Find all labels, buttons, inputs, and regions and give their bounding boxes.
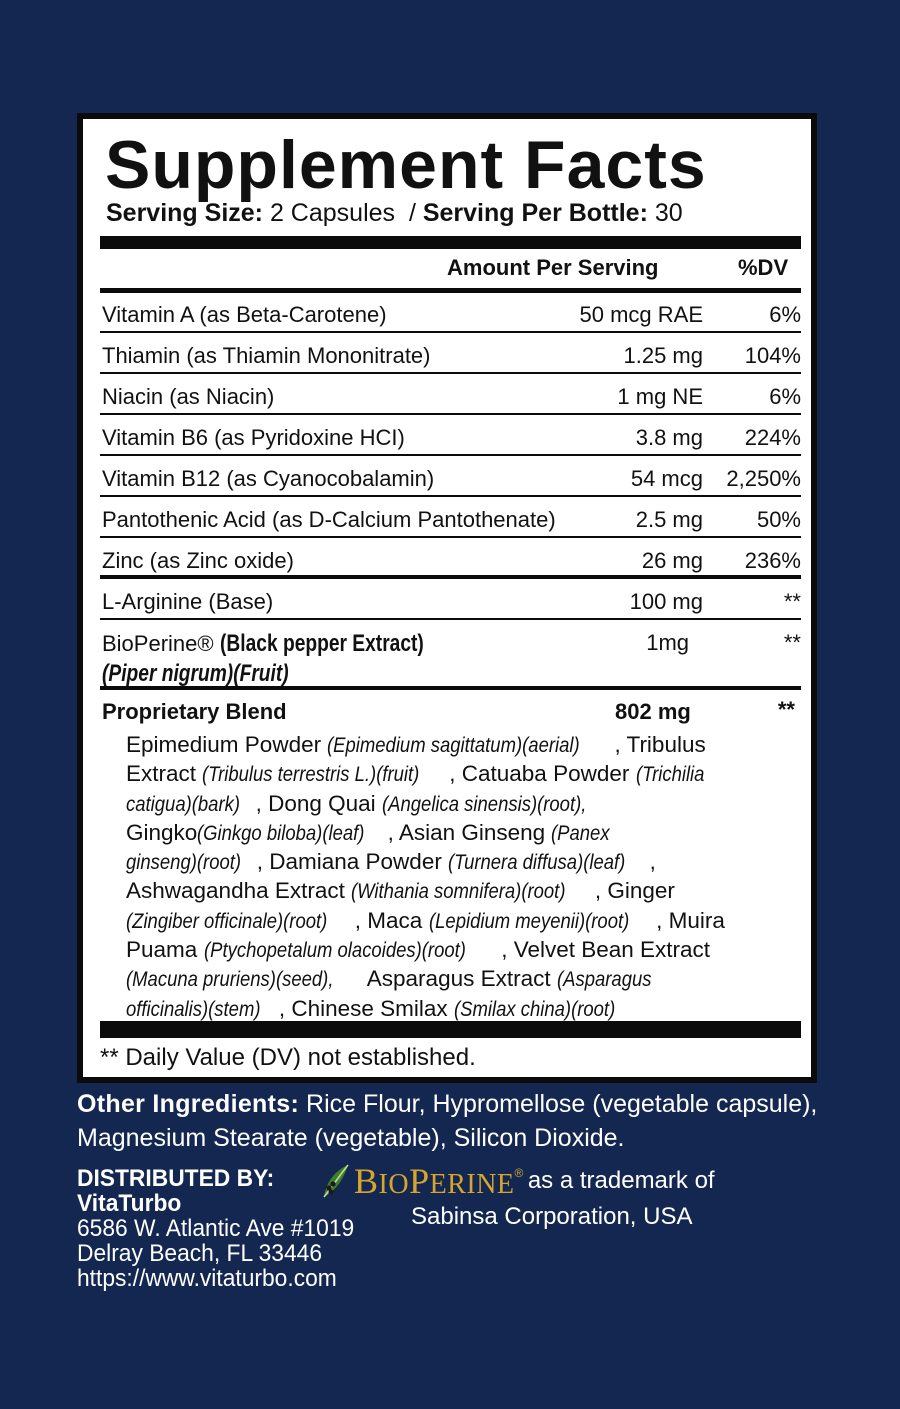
- ingredient-text: , Dong Quai: [255, 790, 382, 816]
- botanical-name: (Panex: [551, 821, 610, 845]
- blend-line: [126, 760, 776, 789]
- ingredient-text: , Velvet Bean Extract: [501, 937, 711, 963]
- trademark-line2: Sabinsa Corporation, USA: [411, 1203, 693, 1230]
- ingredient-text: , Asian Ginseng: [387, 819, 552, 845]
- ingredient-text: , Muira: [656, 907, 725, 933]
- nutrient-amount: 26 mg: [641, 548, 703, 573]
- ingredient-text: , Chinese Smilax: [278, 995, 454, 1021]
- nutrient-amount: 1.25 mg: [623, 343, 703, 368]
- top-divider: [100, 236, 801, 249]
- panel-title: Supplement Facts: [105, 127, 707, 203]
- botanical-name: (Asparagus: [556, 968, 652, 992]
- nutrient-row: [100, 457, 801, 497]
- nutrient-row: [100, 498, 801, 538]
- nutrient-name: Vitamin B6 (as Pyridoxine HCI): [102, 425, 405, 450]
- blend-amount: 802 mg: [615, 699, 691, 724]
- other-ingredients-text: Rice Flour, Hypromellose (vegetable capsule), Magnesium Stearate (vegetable), Silicon Dioxide.: [77, 1090, 818, 1152]
- botanical-name: (Ginkgo biloba)(leaf): [197, 821, 365, 845]
- bioperine-extract: (Black pepper Extract): [219, 630, 424, 657]
- serving-size-label: Serving Size:: [106, 199, 263, 227]
- botanical-name: (Smilax china)(root): [453, 997, 616, 1021]
- bioperine-botanical: (Piper nigrum)(Fruit): [102, 660, 289, 687]
- pepper-leaf-icon: [320, 1163, 350, 1199]
- nutrient-name: Thiamin (as Thiamin Mononitrate): [102, 343, 431, 368]
- blend-line: [126, 819, 776, 848]
- bottom-divider: [100, 1021, 801, 1038]
- ingredient-text: Epimedium Powder: [126, 732, 328, 757]
- bioperine-dv: **: [783, 630, 801, 655]
- nutrient-row: [100, 539, 801, 579]
- botanical-name: (Withania somnifera)(root): [351, 880, 566, 904]
- dv-footnote: ** Daily Value (DV) not established.: [100, 1044, 476, 1071]
- nutrient-name: L-Arginine (Base): [102, 589, 274, 614]
- nutrient-dv: 6%: [769, 384, 801, 409]
- botanical-name: (Ptychopetalum olacoides)(root): [203, 939, 466, 963]
- nutrient-row: [100, 375, 801, 415]
- nutrient-dv: 2,250%: [726, 466, 801, 491]
- ingredient-text: Gingko: [126, 819, 198, 845]
- ingredient-text: Extract: [126, 761, 203, 787]
- bioperine-logo-text: BIOPERINE: [354, 1161, 515, 1201]
- nutrient-row: [100, 580, 801, 620]
- distributor-website: https://www.vitaturbo.com: [77, 1265, 337, 1292]
- nutrient-dv: 50%: [756, 507, 801, 532]
- distributor-address2: Delray Beach, FL 33446: [77, 1240, 323, 1267]
- nutrient-name: Pantothenic Acid (as D-Calcium Pantothenate): [102, 507, 556, 532]
- botanical-name: (Zingiber officinale)(root): [126, 909, 328, 933]
- servings-per-bottle-label: Serving Per Bottle:: [422, 199, 648, 227]
- blend-dv: **: [777, 697, 795, 722]
- blend-line: [126, 995, 776, 1024]
- bioperine-trademark: [320, 1160, 715, 1202]
- nutrient-amount: 2.5 mg: [635, 507, 703, 532]
- serving-size-value: 2 Capsules: [269, 199, 396, 227]
- nutrient-row: [100, 334, 801, 374]
- botanical-name: (Macuna pruriens)(seed),: [126, 968, 334, 992]
- nutrient-name: Vitamin B12 (as Cyanocobalamin): [102, 466, 435, 491]
- nutrient-dv: 224%: [744, 425, 801, 450]
- distributor-heading: DISTRIBUTED BY:: [77, 1165, 275, 1192]
- servings-per-bottle-value: 30: [654, 199, 683, 227]
- botanical-name: ginseng)(root): [126, 851, 242, 875]
- ingredient-text: Puama: [126, 937, 204, 963]
- botanical-name: (Epimedium sagittatum)(aerial): [327, 734, 580, 757]
- nutrient-amount: 3.8 mg: [635, 425, 703, 450]
- nutrient-amount: 50 mcg RAE: [579, 302, 703, 327]
- blend-ingredients: [126, 731, 776, 1024]
- nutrient-dv: 6%: [769, 302, 801, 327]
- distributor-company: VitaTurbo: [77, 1190, 182, 1217]
- registered-mark: ®: [514, 1166, 524, 1180]
- ingredient-text: Asparagus Extract: [361, 966, 557, 992]
- nutrient-name: Vitamin A (as Beta-Carotene): [102, 302, 387, 327]
- blend-line: [126, 877, 776, 906]
- ingredient-text: , Damiana Powder: [256, 849, 449, 875]
- botanical-name: (Angelica sinensis)(root),: [381, 792, 587, 816]
- dv-column-header: %DV: [738, 255, 789, 280]
- bioperine-name: BioPerine®: [102, 631, 214, 656]
- other-ingredients: [77, 1087, 837, 1155]
- nutrient-row: [100, 293, 801, 333]
- nutrient-amount: 100 mg: [629, 589, 703, 614]
- blend-line: [126, 907, 776, 936]
- nutrient-dv: 236%: [744, 548, 801, 573]
- blend-line: [126, 848, 776, 877]
- bioperine-row: [100, 622, 801, 690]
- ingredient-text: , Ginger: [594, 878, 675, 904]
- blend-line: [126, 731, 776, 760]
- botanical-name: (Lepidium meyenii)(root): [428, 909, 629, 933]
- other-ingredients-label: Other Ingredients:: [77, 1090, 300, 1118]
- blend-line: [126, 936, 776, 965]
- botanical-name: (Trichilia: [635, 763, 705, 787]
- ingredient-text: , Maca: [354, 907, 429, 933]
- botanical-name: (Turnera diffusa)(leaf): [448, 851, 626, 875]
- distributor-address1: 6586 W. Atlantic Ave #1019: [77, 1215, 355, 1242]
- blend-line: [126, 965, 776, 994]
- ingredient-text: ,: [649, 849, 656, 875]
- botanical-name: officinalis)(stem): [126, 997, 261, 1021]
- nutrient-row: [100, 416, 801, 456]
- bioperine-amount: 1mg: [646, 630, 689, 655]
- ingredient-text: , Tribulus: [614, 732, 706, 757]
- amount-column-header: Amount Per Serving: [447, 255, 659, 280]
- nutrient-dv: 104%: [744, 343, 801, 368]
- nutrient-amount: 54 mcg: [630, 466, 703, 491]
- botanical-name: catigua)(bark): [126, 792, 241, 816]
- trademark-line1: as a trademark of: [527, 1167, 715, 1194]
- serving-separator: /: [408, 199, 416, 227]
- botanical-name: (Tribulus terrestris L.)(fruit): [202, 763, 420, 787]
- ingredient-text: Ashwagandha Extract: [126, 878, 352, 904]
- nutrient-name: Niacin (as Niacin): [102, 384, 275, 409]
- nutrient-dv: **: [783, 589, 801, 614]
- blend-line: [126, 790, 776, 819]
- nutrient-name: Zinc (as Zinc oxide): [102, 548, 294, 573]
- serving-info: [106, 199, 683, 228]
- ingredient-text: , Catuaba Powder: [449, 761, 636, 787]
- blend-name: Proprietary Blend: [102, 699, 287, 724]
- supplement-facts-panel: [77, 113, 817, 1083]
- nutrient-amount: 1 mg NE: [617, 384, 703, 409]
